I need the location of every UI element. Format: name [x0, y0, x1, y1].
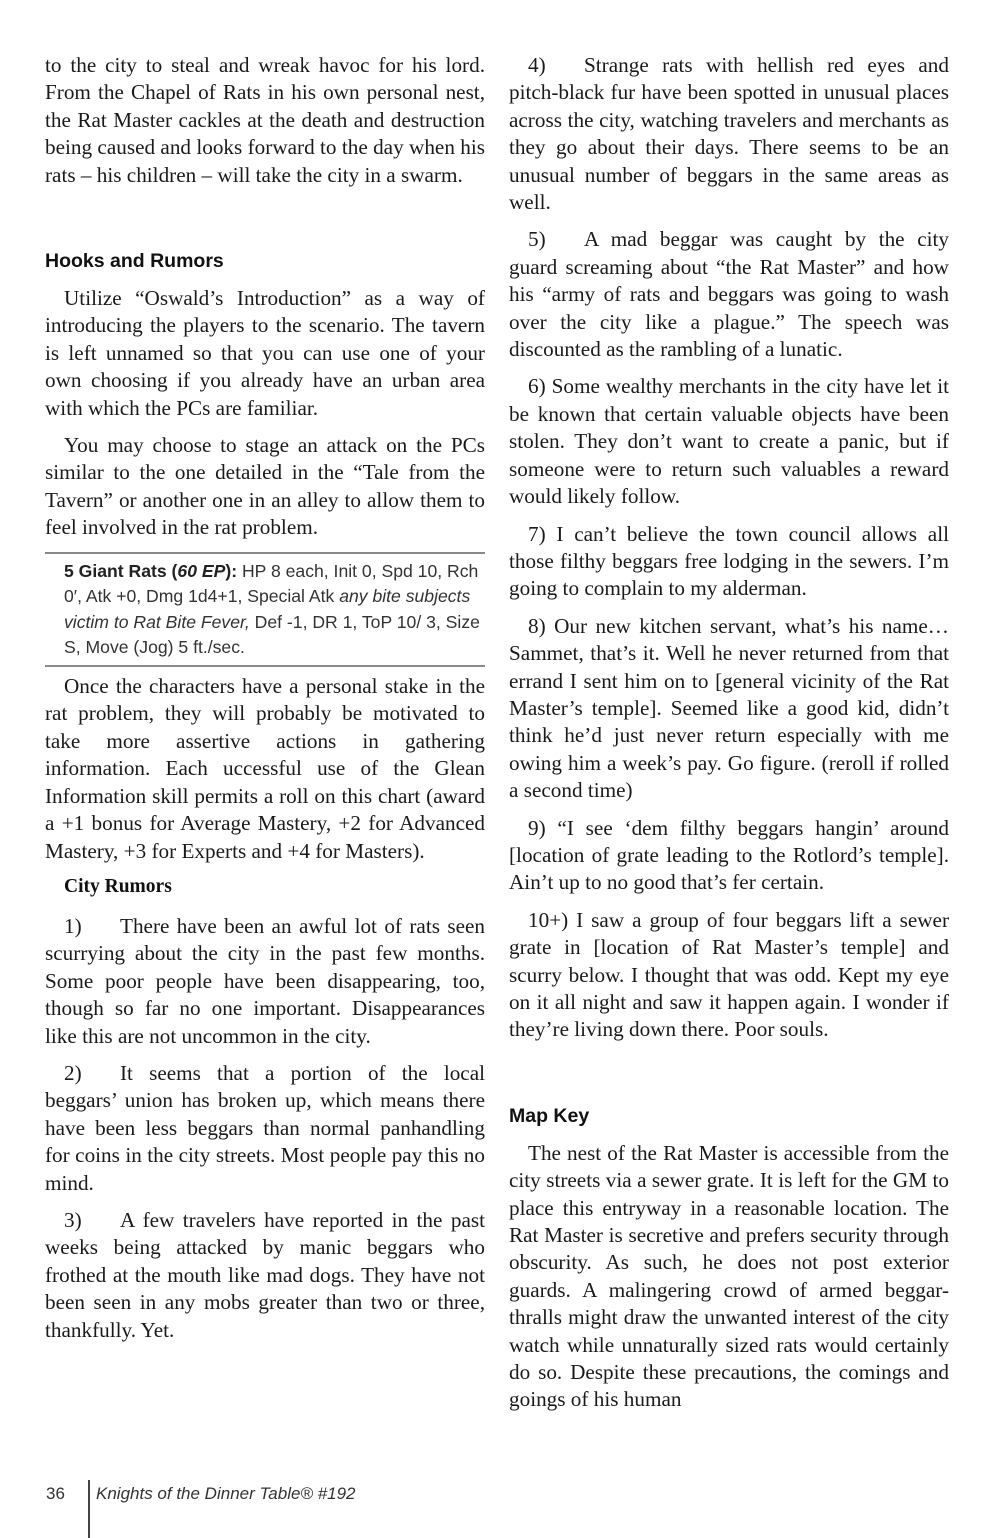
intro-paragraph: to the city to steal and wreak havoc for his lord. From the Chapel of Rats in his own personal nest, the Rat Master cackles at the death and destruction being caused and looks forward to the day when his rats – his children – will take the city in a swarm. [45, 53, 485, 187]
rumor-text: A mad beggar was caught by the city guard screaming about “the Rat Master” and how his “army of rats and beggars was going to wash over the city like a plague.” The speech was discounted as the rambling of a lunatic. [509, 227, 949, 362]
rumor-number: 3) [64, 1207, 82, 1232]
page-number: 36 [46, 1484, 65, 1503]
stat-values-1: HP 8 each, Init 0, Spd 10, Rch 0′, Atk +0, Dmg 1d4+1, Special Atk [64, 560, 479, 607]
stat-ep: 60 EP [177, 560, 226, 581]
rumor-number: 5) [528, 227, 546, 252]
section-gap [509, 1054, 949, 1104]
stat-values-2: Def -1, DR 1, ToP 10/ 3, Size S, Move (Jog) 5 ft./sec. [64, 611, 480, 658]
stat-name-close: ): [225, 560, 238, 581]
section-gap [45, 199, 485, 249]
rumor-text: It seems that a portion of the local beggars’ union has broken up, which means there have been less beggars than normal panhandling for coins in the city streets. Most people pay this no mind. [45, 1060, 485, 1195]
publication-title: Knights of the Dinner Table® #192 [96, 1484, 356, 1503]
rumor-item: 8) Our new kitchen servant, what’s his name… Sammet, that’s it. Well he never returned from that errand I sent him on to [general vicinity of the Rat Master’s temple]. Seemed like a good kid, didn’t think he’d just never return especially with me owing him a week’s pay. Go figure. (reroll if rolled a second time) [509, 613, 949, 803]
city-rumors-heading: City Rumors [64, 875, 172, 897]
rumor-item: 6) Some wealthy merchants in the city have let it be known that certain valuable objects have been stolen. They don’t want to create a panic, but if someone were to return such valuables a reward would likely follow. [509, 374, 949, 509]
hooks-paragraph-2: You may choose to stage an attack on the PCs similar to the one detailed in the “Tale from the Tavern” or another one in an alley to allow them to feel involved in the rat problem. [45, 433, 485, 540]
stat-block [45, 552, 485, 667]
rumor-number: 1) [64, 913, 82, 938]
rumor-item [509, 52, 949, 216]
stat-name: 5 Giant Rats ( [64, 560, 178, 581]
hooks-heading: Hooks and Rumors [45, 250, 224, 273]
rumor-item [45, 1207, 485, 1344]
map-key-heading: Map Key [509, 1104, 590, 1127]
rumor-item [45, 1060, 485, 1197]
rumor-item [509, 226, 949, 363]
map-key-paragraph: The nest of the Rat Master is accessible from the city streets via a sewer grate. It is left for the GM to place this entryway in a reasonable location. The Rat Master is secretive and prefers security through obscurity. As such, he does not post exterior guards. A malingering crowd of armed beggar-thralls might draw the unwanted interest of the city watch while unnaturally sized rats would certainly do so. Despite these precautions, the comings and goings of his human [509, 1140, 949, 1412]
footer-divider [88, 1480, 90, 1538]
rumor-item: 7) I can’t believe the town council allows all those filthy beggars free lodging in the sewers. I’m going to complain to my alderman. [509, 521, 949, 601]
rumor-item: 10+) I saw a group of four beggars lift a sewer grate in [location of Rat Master’s temple] and scurry below. I thought that was odd. Kept my eye on it all night and saw it happen again. I wonder if they’re living down there. Poor souls. [509, 907, 949, 1042]
rumor-text: There have been an awful lot of rats seen scurrying about the city in the past few months. Some poor people have been disappearing, too, though so far no one important. Disappearances like this are not uncommon in the city. [45, 913, 485, 1048]
rumor-text: A few travelers have reported in the past weeks being attacked by manic beggars who frothed at the mouth like mad dogs. They have not been seen in any mobs greater than two or three, thankfully. Yet. [45, 1207, 485, 1342]
rumor-number: 2) [64, 1060, 82, 1085]
page-footer [0, 1476, 994, 1538]
rumor-number: 4) [528, 53, 546, 77]
left-column [45, 52, 485, 1354]
right-column [509, 52, 949, 1424]
rumor-text: Strange rats with hellish red eyes and pitch-black fur have been spotted in unusual places across the city, watching travelers and merchants as they go about their days. There seems to be an unusual number of beggars in the same areas as well. [509, 53, 949, 215]
rumor-item [45, 913, 485, 1050]
hooks-paragraph-1: Utilize “Oswald’s Introduction” as a way of introducing the players to the scenario. The tavern is left unnamed so that you can use one of your own choosing if you already have an urban area with which the PCs are familiar. [45, 286, 485, 420]
after-stat-paragraph: Once the characters have a personal stake in the rat problem, they will probably be motivated to take more assertive actions in gathering information. Each uccessful use of the Glean Information skill permits a roll on this chart (award a +1 bonus for Average Mastery, +2 for Advanced Mastery, +3 for Experts and +4 for Masters). [45, 674, 485, 863]
stat-special: any bite subjects victim to Rat Bite Fever, [64, 586, 471, 632]
rumor-item: 9) “I see ‘dem filthy beggars hangin’ around [location of grate leading to the Rotlord’s temple]. Ain’t up to no good that’s fer certain. [509, 815, 949, 895]
